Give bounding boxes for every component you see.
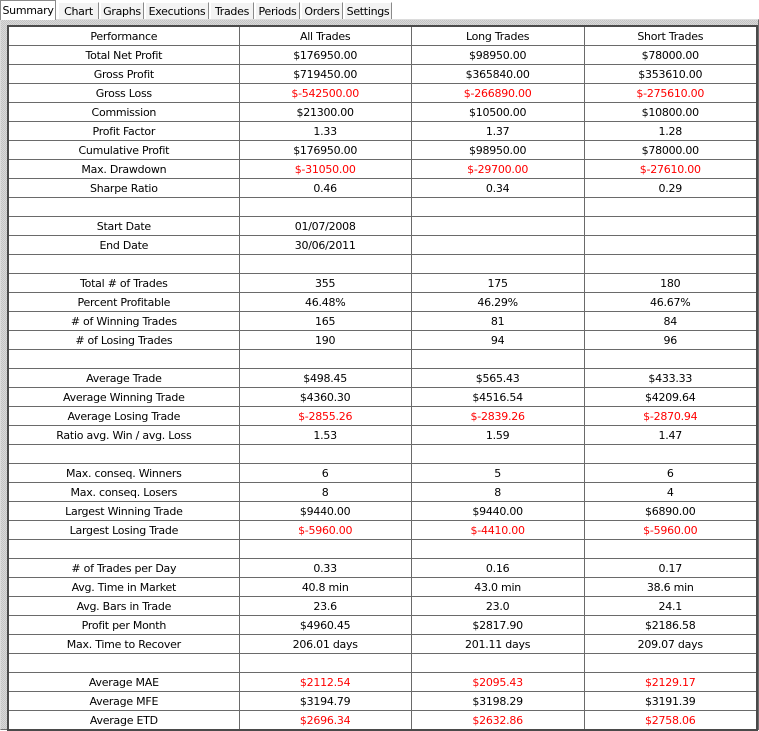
long-trades-value <box>411 350 584 369</box>
short-trades-value: 6 <box>584 464 757 483</box>
short-trades-value <box>584 255 757 274</box>
table-row <box>8 65 757 84</box>
short-trades-value: 209.07 days <box>584 635 757 654</box>
long-trades-value: $2632.86 <box>411 711 584 731</box>
spacer-row <box>8 654 757 673</box>
table-row <box>8 464 757 483</box>
long-trades-value: 1.37 <box>411 122 584 141</box>
metric-label: Max. Time to Recover <box>8 635 239 654</box>
table-row <box>8 597 757 616</box>
metric-label <box>8 255 239 274</box>
table-row <box>8 616 757 635</box>
spacer-row <box>8 540 757 559</box>
short-trades-value: $78000.00 <box>584 141 757 160</box>
metric-label: Average MFE <box>8 692 239 711</box>
column-header-metric: Performance <box>8 26 239 46</box>
long-trades-value: $98950.00 <box>411 141 584 160</box>
all-trades-value <box>239 350 411 369</box>
metric-label: Avg. Bars in Trade <box>8 597 239 616</box>
short-trades-value: $2186.58 <box>584 616 757 635</box>
short-trades-value: $-27610.00 <box>584 160 757 179</box>
metric-label: Average MAE <box>8 673 239 692</box>
long-trades-value <box>411 654 584 673</box>
long-trades-value: 43.0 min <box>411 578 584 597</box>
long-trades-value: $-4410.00 <box>411 521 584 540</box>
long-trades-value: $365840.00 <box>411 65 584 84</box>
all-trades-value: $-5960.00 <box>239 521 411 540</box>
table-row <box>8 293 757 312</box>
metric-label <box>8 540 239 559</box>
all-trades-value: $4960.45 <box>239 616 411 635</box>
all-trades-value: 355 <box>239 274 411 293</box>
all-trades-value: $498.45 <box>239 369 411 388</box>
long-trades-value: 81 <box>411 312 584 331</box>
metric-label: Average Losing Trade <box>8 407 239 426</box>
long-trades-value: $3198.29 <box>411 692 584 711</box>
all-trades-value <box>239 445 411 464</box>
all-trades-value: 30/06/2011 <box>239 236 411 255</box>
short-trades-value: $433.33 <box>584 369 757 388</box>
short-trades-value <box>584 654 757 673</box>
short-trades-value <box>584 236 757 255</box>
short-trades-value: 0.29 <box>584 179 757 198</box>
long-trades-value: 201.11 days <box>411 635 584 654</box>
long-trades-value <box>411 255 584 274</box>
metric-label: Average ETD <box>8 711 239 731</box>
metric-label: Percent Profitable <box>8 293 239 312</box>
all-trades-value: $3194.79 <box>239 692 411 711</box>
all-trades-value: 40.8 min <box>239 578 411 597</box>
metric-label <box>8 445 239 464</box>
spacer-row <box>8 198 757 217</box>
all-trades-value: 1.53 <box>239 426 411 445</box>
all-trades-value: 8 <box>239 483 411 502</box>
metric-label: Commission <box>8 103 239 122</box>
performance-table <box>7 25 758 731</box>
metric-label: Total Net Profit <box>8 46 239 65</box>
all-trades-value: $2696.34 <box>239 711 411 731</box>
long-trades-value: $4516.54 <box>411 388 584 407</box>
all-trades-value: $21300.00 <box>239 103 411 122</box>
metric-label: Average Trade <box>8 369 239 388</box>
long-trades-value <box>411 236 584 255</box>
table-row <box>8 312 757 331</box>
metric-label: # of Losing Trades <box>8 331 239 350</box>
all-trades-value <box>239 654 411 673</box>
long-trades-value: 1.59 <box>411 426 584 445</box>
metric-label: # of Winning Trades <box>8 312 239 331</box>
table-row <box>8 407 757 426</box>
all-trades-value: 206.01 days <box>239 635 411 654</box>
metric-label: Start Date <box>8 217 239 236</box>
long-trades-value <box>411 217 584 236</box>
all-trades-value: $4360.30 <box>239 388 411 407</box>
table-row <box>8 103 757 122</box>
column-header-long-trades: Long Trades <box>411 26 584 46</box>
tab-summary[interactable]: Summary <box>0 0 56 20</box>
short-trades-value: $353610.00 <box>584 65 757 84</box>
metric-label: Profit Factor <box>8 122 239 141</box>
all-trades-value: $-2855.26 <box>239 407 411 426</box>
metric-label <box>8 350 239 369</box>
spacer-row <box>8 445 757 464</box>
short-trades-value: $-275610.00 <box>584 84 757 103</box>
metric-label: Max. Drawdown <box>8 160 239 179</box>
all-trades-value: $9440.00 <box>239 502 411 521</box>
tab-settings[interactable]: Settings <box>344 2 392 20</box>
table-row <box>8 46 757 65</box>
short-trades-value: 84 <box>584 312 757 331</box>
table-row <box>8 388 757 407</box>
long-trades-value <box>411 540 584 559</box>
long-trades-value: $10500.00 <box>411 103 584 122</box>
short-trades-value: $10800.00 <box>584 103 757 122</box>
short-trades-value: 38.6 min <box>584 578 757 597</box>
all-trades-value <box>239 540 411 559</box>
tab-graphs[interactable]: Graphs <box>100 2 144 20</box>
metric-label: Ratio avg. Win / avg. Loss <box>8 426 239 445</box>
long-trades-value <box>411 445 584 464</box>
long-trades-value: $-29700.00 <box>411 160 584 179</box>
all-trades-value: 190 <box>239 331 411 350</box>
all-trades-value: $719450.00 <box>239 65 411 84</box>
metric-label: End Date <box>8 236 239 255</box>
all-trades-value <box>239 255 411 274</box>
long-trades-value <box>411 198 584 217</box>
all-trades-value: $176950.00 <box>239 46 411 65</box>
table-row <box>8 179 757 198</box>
all-trades-value: 1.33 <box>239 122 411 141</box>
short-trades-value <box>584 217 757 236</box>
short-trades-value: 1.47 <box>584 426 757 445</box>
tab-orders[interactable]: Orders <box>301 2 343 20</box>
metric-label: Profit per Month <box>8 616 239 635</box>
table-row <box>8 331 757 350</box>
all-trades-value: 01/07/2008 <box>239 217 411 236</box>
short-trades-value: $6890.00 <box>584 502 757 521</box>
table-row <box>8 141 757 160</box>
table-row <box>8 578 757 597</box>
metric-label: Largest Losing Trade <box>8 521 239 540</box>
table-row <box>8 673 757 692</box>
metric-label: Max. conseq. Losers <box>8 483 239 502</box>
all-trades-value: $176950.00 <box>239 141 411 160</box>
tab-executions[interactable]: Executions <box>145 2 209 20</box>
table-row <box>8 236 757 255</box>
long-trades-value: 23.0 <box>411 597 584 616</box>
metric-label: Gross Loss <box>8 84 239 103</box>
summary-panel <box>0 19 759 730</box>
short-trades-value: 1.28 <box>584 122 757 141</box>
metric-label: Cumulative Profit <box>8 141 239 160</box>
table-row <box>8 635 757 654</box>
long-trades-value: $2817.90 <box>411 616 584 635</box>
metric-label: Total # of Trades <box>8 274 239 293</box>
short-trades-value: 4 <box>584 483 757 502</box>
long-trades-value: 46.29% <box>411 293 584 312</box>
metric-label <box>8 198 239 217</box>
table-row <box>8 369 757 388</box>
tab-trades[interactable]: Trades <box>210 2 254 20</box>
metric-label: Average Winning Trade <box>8 388 239 407</box>
all-trades-value: 6 <box>239 464 411 483</box>
table-row <box>8 84 757 103</box>
short-trades-value <box>584 540 757 559</box>
short-trades-value <box>584 350 757 369</box>
table-row <box>8 160 757 179</box>
all-trades-value: $-542500.00 <box>239 84 411 103</box>
all-trades-value: $2112.54 <box>239 673 411 692</box>
long-trades-value: 5 <box>411 464 584 483</box>
long-trades-value: $9440.00 <box>411 502 584 521</box>
short-trades-value: $-2870.94 <box>584 407 757 426</box>
spacer-row <box>8 350 757 369</box>
short-trades-value: 0.17 <box>584 559 757 578</box>
all-trades-value: 46.48% <box>239 293 411 312</box>
table-row <box>8 217 757 236</box>
metric-label: Gross Profit <box>8 65 239 84</box>
table-row <box>8 502 757 521</box>
long-trades-value: 175 <box>411 274 584 293</box>
long-trades-value: 8 <box>411 483 584 502</box>
column-header-all-trades: All Trades <box>239 26 411 46</box>
short-trades-value <box>584 198 757 217</box>
long-trades-value: 0.16 <box>411 559 584 578</box>
metric-label: # of Trades per Day <box>8 559 239 578</box>
metric-label: Largest Winning Trade <box>8 502 239 521</box>
short-trades-value: $78000.00 <box>584 46 757 65</box>
all-trades-value: 0.33 <box>239 559 411 578</box>
short-trades-value: 180 <box>584 274 757 293</box>
all-trades-value: 165 <box>239 312 411 331</box>
tab-bar <box>0 0 759 20</box>
long-trades-value: 0.34 <box>411 179 584 198</box>
long-trades-value: $-2839.26 <box>411 407 584 426</box>
all-trades-value: 0.46 <box>239 179 411 198</box>
table-row <box>8 711 757 731</box>
spacer-row <box>8 255 757 274</box>
metric-label: Avg. Time in Market <box>8 578 239 597</box>
short-trades-value: $2129.17 <box>584 673 757 692</box>
metric-label: Max. conseq. Winners <box>8 464 239 483</box>
long-trades-value: 94 <box>411 331 584 350</box>
column-header-short-trades: Short Trades <box>584 26 757 46</box>
short-trades-value: $3191.39 <box>584 692 757 711</box>
long-trades-value: $565.43 <box>411 369 584 388</box>
short-trades-value: $2758.06 <box>584 711 757 731</box>
table-row <box>8 559 757 578</box>
short-trades-value: 24.1 <box>584 597 757 616</box>
metric-label <box>8 654 239 673</box>
table-row <box>8 426 757 445</box>
short-trades-value <box>584 445 757 464</box>
all-trades-value: $-31050.00 <box>239 160 411 179</box>
short-trades-value: $4209.64 <box>584 388 757 407</box>
tab-periods[interactable]: Periods <box>255 2 300 20</box>
short-trades-value: 46.67% <box>584 293 757 312</box>
table-row <box>8 692 757 711</box>
table-header-row <box>8 26 757 46</box>
table-row <box>8 521 757 540</box>
long-trades-value: $-266890.00 <box>411 84 584 103</box>
table-row <box>8 483 757 502</box>
short-trades-value: $-5960.00 <box>584 521 757 540</box>
short-trades-value: 96 <box>584 331 757 350</box>
tab-chart[interactable]: Chart <box>58 2 99 20</box>
long-trades-value: $98950.00 <box>411 46 584 65</box>
metric-label: Sharpe Ratio <box>8 179 239 198</box>
all-trades-value <box>239 198 411 217</box>
table-row <box>8 122 757 141</box>
long-trades-value: $2095.43 <box>411 673 584 692</box>
table-row <box>8 274 757 293</box>
all-trades-value: 23.6 <box>239 597 411 616</box>
